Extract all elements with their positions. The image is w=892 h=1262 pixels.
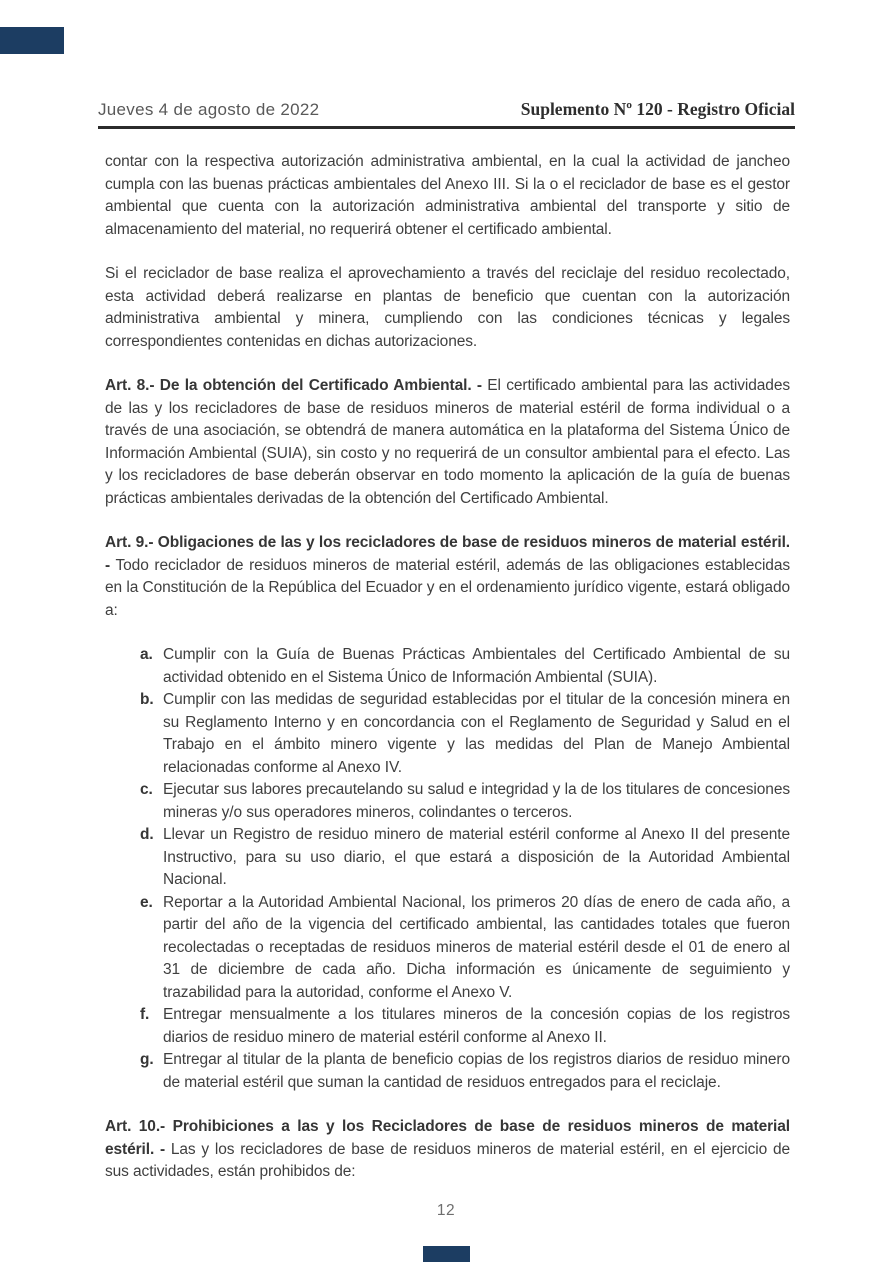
navy-page-edge-tab-top-left xyxy=(0,27,64,54)
list-item xyxy=(140,892,790,1005)
header-date: Jueves 4 de agosto de 2022 xyxy=(98,100,320,119)
document-body xyxy=(105,151,790,1206)
list-item xyxy=(140,779,790,824)
article-9-text: Todo reciclador de residuos mineros de material estéril, además de las obligaciones establecidas en la Constitución de la República del Ecuador y en el ordenamiento jurídico vigente, estará obligado a: xyxy=(105,556,790,619)
list-item xyxy=(140,1049,790,1094)
list-item-text: Ejecutar sus labores precautelando su salud e integridad y la de los titulares de concesiones mineras y/o sus operadores mineros, colindantes o terceros. xyxy=(163,781,790,821)
page-header xyxy=(98,99,795,120)
paragraph-text: Si el reciclador de base realiza el aprovechamiento a través del reciclaje del residuo recolectado, esta actividad deberá realizarse en plantas de beneficio que cuentan con la autorización administrativa ambiental y minera, cumpliendo con las condiciones técnicas y legales correspondientes contenidas en dichas autorizaciones. xyxy=(105,265,790,350)
article-8-text: El certificado ambiental para las actividades de las y los recicladores de base de residuos mineros de material estéril de forma individual o a través de una asociación, se obtendrá de manera automática en la plataforma del Sistema Único de Información Ambiental (SUIA), sin costo y no requerirá de un consultor ambiental para el efecto. Las y los recicladores de base deberán observar en todo momento la aplicación de la guía de buenas prácticas ambientales derivadas de la obtención del Certificado Ambiental. xyxy=(105,377,790,507)
header-edition-title: Suplemento Nº 120 - Registro Oficial xyxy=(520,99,795,119)
article-9-heading: Art. 9.- Obligaciones de las y los recicladores de base de residuos mineros de material estéril. - xyxy=(105,534,790,574)
list-item-text: Cumplir con la Guía de Buenas Prácticas Ambientales del Certificado Ambiental de su actividad obtenido en el Sistema Único de Información Ambiental (SUIA). xyxy=(163,646,790,686)
list-item-marker: d. xyxy=(140,826,154,843)
obligations-list xyxy=(105,644,790,1094)
list-item-text: Entregar mensualmente a los titulares mineros de la concesión copias de los registros diarios de residuo minero de material estéril conforme al Anexo II. xyxy=(163,1006,790,1046)
list-item-marker: b. xyxy=(140,691,154,708)
list-item xyxy=(140,689,790,779)
list-item-marker: a. xyxy=(140,646,153,663)
article-10-text: Las y los recicladores de base de residuos mineros de material estéril, en el ejercicio de sus actividades, están prohibidos de: xyxy=(105,1140,790,1180)
paragraph-art-8 xyxy=(105,375,790,510)
list-item xyxy=(140,1004,790,1049)
list-item xyxy=(140,824,790,892)
list-item-marker: f. xyxy=(140,1006,150,1023)
list-item-text: Cumplir con las medidas de seguridad establecidas por el titular de la concesión minera en su Reglamento Interno y en concordancia con el Reglamento de Seguridad y Salud en el Trabajo en el ámbito minero vigente y las medidas del Plan de Manejo Ambiental relacionadas conforme al Anexo IV. xyxy=(163,691,790,776)
article-8-heading: Art. 8.- De la obtención del Certificado Ambiental. - xyxy=(105,377,482,394)
article-10-heading: Art. 10.- Prohibiciones a las y los Recicladores de base de residuos mineros de material estéril. - xyxy=(105,1118,790,1158)
list-item-text: Llevar un Registro de residuo minero de material estéril conforme al Anexo II del presente Instructivo, para su uso diario, el que estará a disposición de la Autoridad Ambiental Nacional. xyxy=(163,826,790,888)
list-item-text: Reportar a la Autoridad Ambiental Nacional, los primeros 20 días de enero de cada año, a partir del año de la vigencia del certificado ambiental, las cantidades totales que fueron recolectadas o receptadas de residuos mineros de material estéril desde el 01 de enero al 31 de diciembre de cada año. Dicha información es únicamente de seguimiento y trazabilidad para la autoridad, conforme el Anexo V. xyxy=(163,893,790,1001)
list-item-marker: g. xyxy=(140,1051,154,1068)
paragraph-art-10 xyxy=(105,1116,790,1184)
page-number: 12 xyxy=(436,1202,456,1219)
list-item-marker: c. xyxy=(140,781,153,798)
list-item-marker: e. xyxy=(140,893,153,911)
paragraph-text: contar con la respectiva autorización administrativa ambiental, en la cual la actividad de jancheo cumpla con las buenas prácticas ambientales del Anexo III. Si la o el reciclador de base es el gestor ambiental que cuenta con la autorización administrativa ambiental del transporte y sitio de almacenamiento del material, no requerirá obtener el certificado ambiental. xyxy=(105,153,790,238)
paragraph-reciclador xyxy=(105,263,790,353)
list-item-text: Entregar al titular de la planta de beneficio copias de los registros diarios de residuo minero de material estéril que suman la cantidad de residuos entregados para el reciclaje. xyxy=(163,1051,790,1091)
navy-page-edge-tab-bottom-center xyxy=(423,1246,470,1262)
paragraph-continuation xyxy=(105,151,790,241)
header-rule xyxy=(98,126,795,129)
paragraph-art-9 xyxy=(105,532,790,622)
list-item xyxy=(140,644,790,689)
